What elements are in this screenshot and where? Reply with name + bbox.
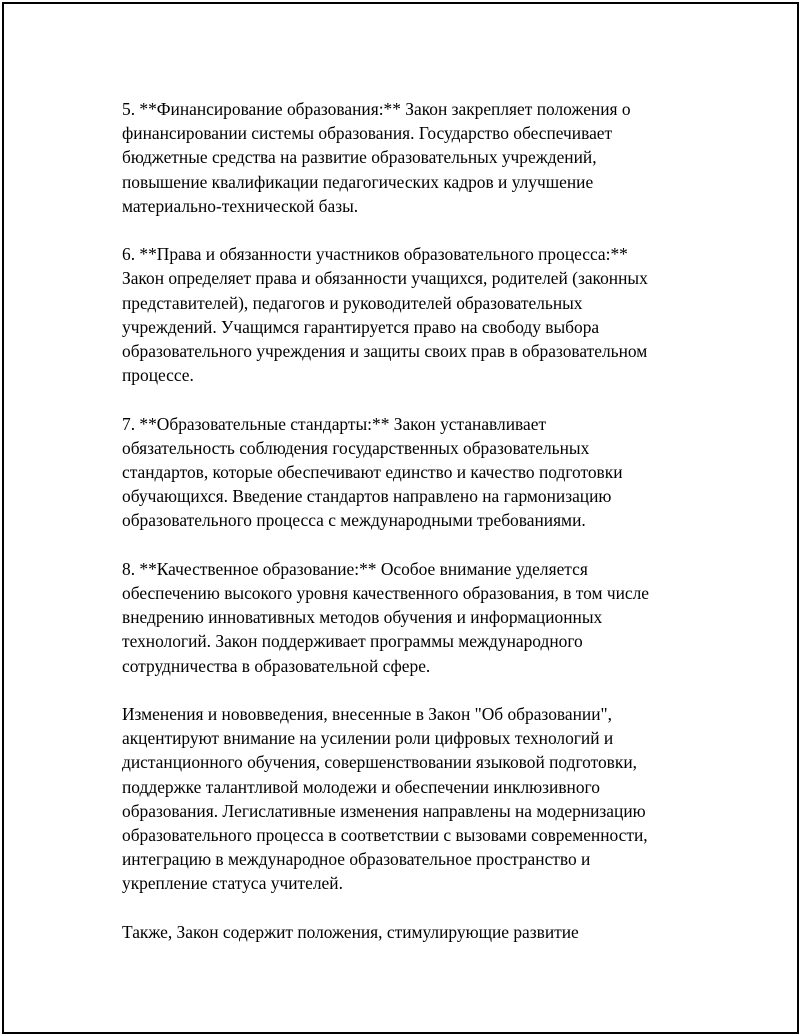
text-line: образовательного учреждения и защиты своих прав в образовательном xyxy=(122,341,648,362)
paragraph-changes xyxy=(122,702,702,896)
text-line: учреждений. Учащимся гарантируется право на свободу выбора xyxy=(122,316,600,337)
text-line: образования. Легислативные изменения направлены на модернизацию xyxy=(122,800,646,821)
text-line: обучающихся. Введение стандартов направлено на гармонизацию xyxy=(122,486,612,507)
text-line: обязательность соблюдения государственных образовательных xyxy=(122,437,590,458)
text-line: Также, Закон содержит положения, стимулирующие развитие xyxy=(122,921,579,942)
text-line: обеспечению высокого уровня качественного образования, в том числе xyxy=(122,583,650,604)
page-frame xyxy=(2,2,799,1034)
text-line: 7. **Образовательные стандарты:** Закон устанавливает xyxy=(122,413,547,434)
paragraph-also xyxy=(122,920,702,944)
text-line: 5. **Финансирование образования:** Закон закрепляет положения о xyxy=(122,99,631,119)
text-line: стандартов, которые обеспечивают единство и качество подготовки xyxy=(122,462,623,483)
text-line: 6. **Права и обязанности участников образовательного процесса:** xyxy=(122,244,628,265)
paragraph-standards xyxy=(122,412,702,533)
text-line: 8. **Качественное образование:** Особое внимание уделяется xyxy=(122,558,588,579)
text-line: сотрудничества в образовательной сфере. xyxy=(122,655,431,676)
text-line: Изменения и нововведения, внесенные в Закон "Об образовании", xyxy=(122,704,612,725)
document-body xyxy=(122,97,702,968)
text-line: финансировании системы образования. Государство обеспечивает xyxy=(122,123,613,144)
text-line: Закон определяет права и обязанности учащихся, родителей (законных xyxy=(122,268,648,289)
paragraph-financing xyxy=(122,97,702,218)
text-line: интеграцию в международное образовательное пространство и xyxy=(122,849,591,870)
paragraph-rights-duties xyxy=(122,242,702,387)
text-line: представителей), педагогов и руководителей образовательных xyxy=(122,292,583,313)
text-line: материально-технической базы. xyxy=(122,195,359,216)
text-line: повышение квалификации педагогических кадров и улучшение xyxy=(122,171,594,192)
text-line: поддержке талантливой молодежи и обеспечении инклюзивного xyxy=(122,776,600,797)
text-line: бюджетные средства на развитие образовательных учреждений, xyxy=(122,147,597,168)
text-line: образовательного процесса в соответствии с вызовами современности, xyxy=(122,825,648,846)
text-line: внедрению инновативных методов обучения и информационных xyxy=(122,607,603,628)
text-line: акцентируют внимание на усилении роли цифровых технологий и xyxy=(122,728,614,749)
paragraph-quality-education xyxy=(122,557,702,678)
text-line: процессе. xyxy=(122,365,194,386)
text-line: образовательного процесса с международными требованиями. xyxy=(122,510,586,531)
text-line: дистанционного обучения, совершенствовании языковой подготовки, xyxy=(122,752,638,773)
text-line: технологий. Закон поддерживает программы международного xyxy=(122,631,583,652)
text-line: укрепление статуса учителей. xyxy=(122,873,343,894)
